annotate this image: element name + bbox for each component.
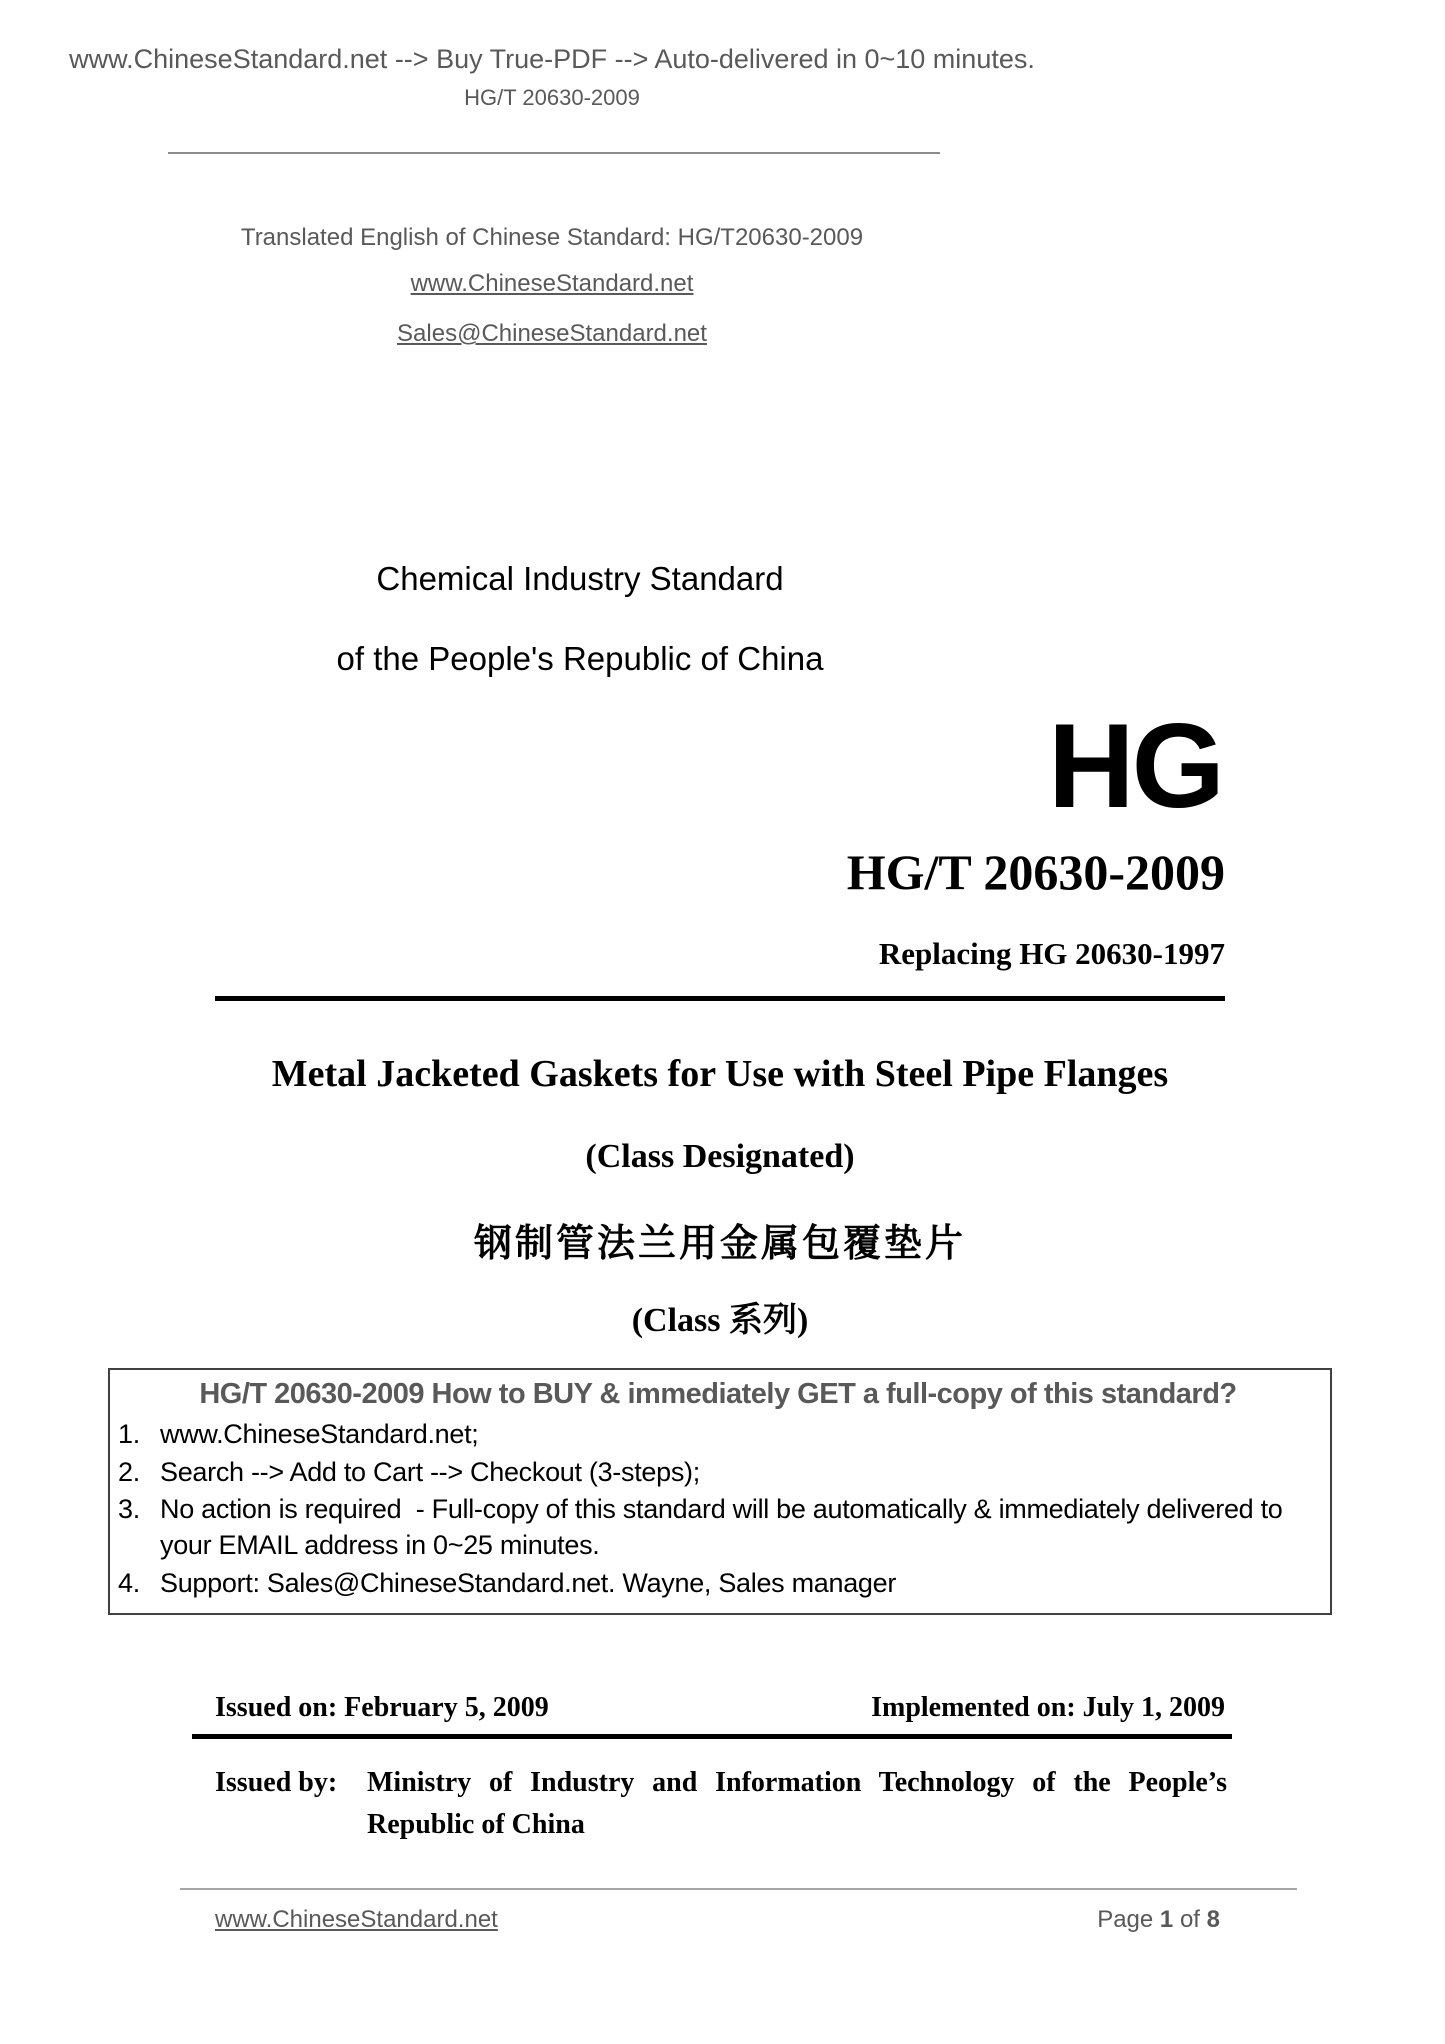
buy-item-number: 2.	[118, 1456, 140, 1487]
header-tagline: www.ChineseStandard.net --> Buy True-PDF --> Auto-delivered in 0~10 minutes.	[69, 44, 1035, 74]
footer-page-prefix: Page	[1097, 1906, 1154, 1933]
footer-website-link[interactable]: www.ChineseStandard.net	[215, 1906, 498, 1933]
issued-by-row	[215, 1762, 1227, 1846]
buy-box-item	[118, 1492, 1318, 1563]
footer-page-total: 8	[1206, 1906, 1220, 1933]
footer-page-indicator	[1097, 1906, 1220, 1934]
title-english-line2: (Class Designated)	[585, 1138, 855, 1175]
footer-page-number: 1	[1159, 1906, 1174, 1933]
translated-line: Translated English of Chinese Standard: HG/T20630-2009	[240, 224, 864, 251]
buy-item-text: No action is required - Full-copy of this standard will be automatically & immediately delivered to your EMAIL address in 0~25 minutes.	[160, 1494, 1283, 1560]
footer-divider	[180, 1888, 1297, 1890]
standard-logo: HG	[1048, 699, 1222, 833]
standard-heading-line2: of the People's Republic of China	[336, 640, 824, 677]
buy-box-item	[118, 1455, 1318, 1491]
buy-item-text: Search --> Add to Cart --> Checkout (3-steps);	[160, 1456, 700, 1487]
buy-item-number: 4.	[118, 1567, 140, 1598]
buy-box-item	[118, 1566, 1318, 1602]
standard-code: HG/T 20630-2009	[846, 844, 1225, 900]
title-chinese-line2: (Class 系列)	[631, 1302, 809, 1339]
buy-box	[108, 1368, 1332, 1615]
header-doc-code: HG/T 20630-2009	[464, 85, 640, 110]
issued-by-value: Ministry of Industry and Information Technology of the People’s Republic of China	[367, 1767, 1227, 1840]
buy-box-item	[118, 1417, 1318, 1453]
buy-item-text: www.ChineseStandard.net;	[160, 1419, 479, 1449]
standard-heading-line1: Chemical Industry Standard	[376, 560, 784, 597]
standard-replacing-note: Replacing HG 20630-1997	[878, 936, 1225, 971]
buy-item-number: 3.	[118, 1494, 140, 1525]
issued-by-label: Issued by:	[215, 1767, 338, 1798]
buy-item-number: 1.	[118, 1419, 140, 1449]
issue-info-row	[215, 1692, 1225, 1724]
website-link[interactable]: www.ChineseStandard.net	[410, 270, 694, 297]
buy-item-text: Support: Sales@ChineseStandard.net. Wayne, Sales manager	[160, 1567, 897, 1598]
title-english-line1: Metal Jacketed Gaskets for Use with Steel Pipe Flanges	[271, 1053, 1169, 1095]
title-chinese-line1: 钢制管法兰用金属包覆垫片	[473, 1223, 966, 1265]
issued-on-text: Issued on: February 5, 2009	[215, 1692, 549, 1723]
header-divider	[168, 152, 940, 154]
footer-page-of: of	[1179, 1906, 1200, 1933]
implemented-on-text: Implemented on: July 1, 2009	[871, 1692, 1225, 1723]
buy-box-heading: HG/T 20630-2009 How to BUY & immediately GET a full-copy of this standard?	[199, 1378, 1237, 1410]
email-link[interactable]: Sales@ChineseStandard.net	[397, 320, 707, 347]
title-divider	[215, 996, 1225, 1001]
issue-divider	[192, 1734, 1232, 1739]
page-header	[0, 44, 1104, 111]
